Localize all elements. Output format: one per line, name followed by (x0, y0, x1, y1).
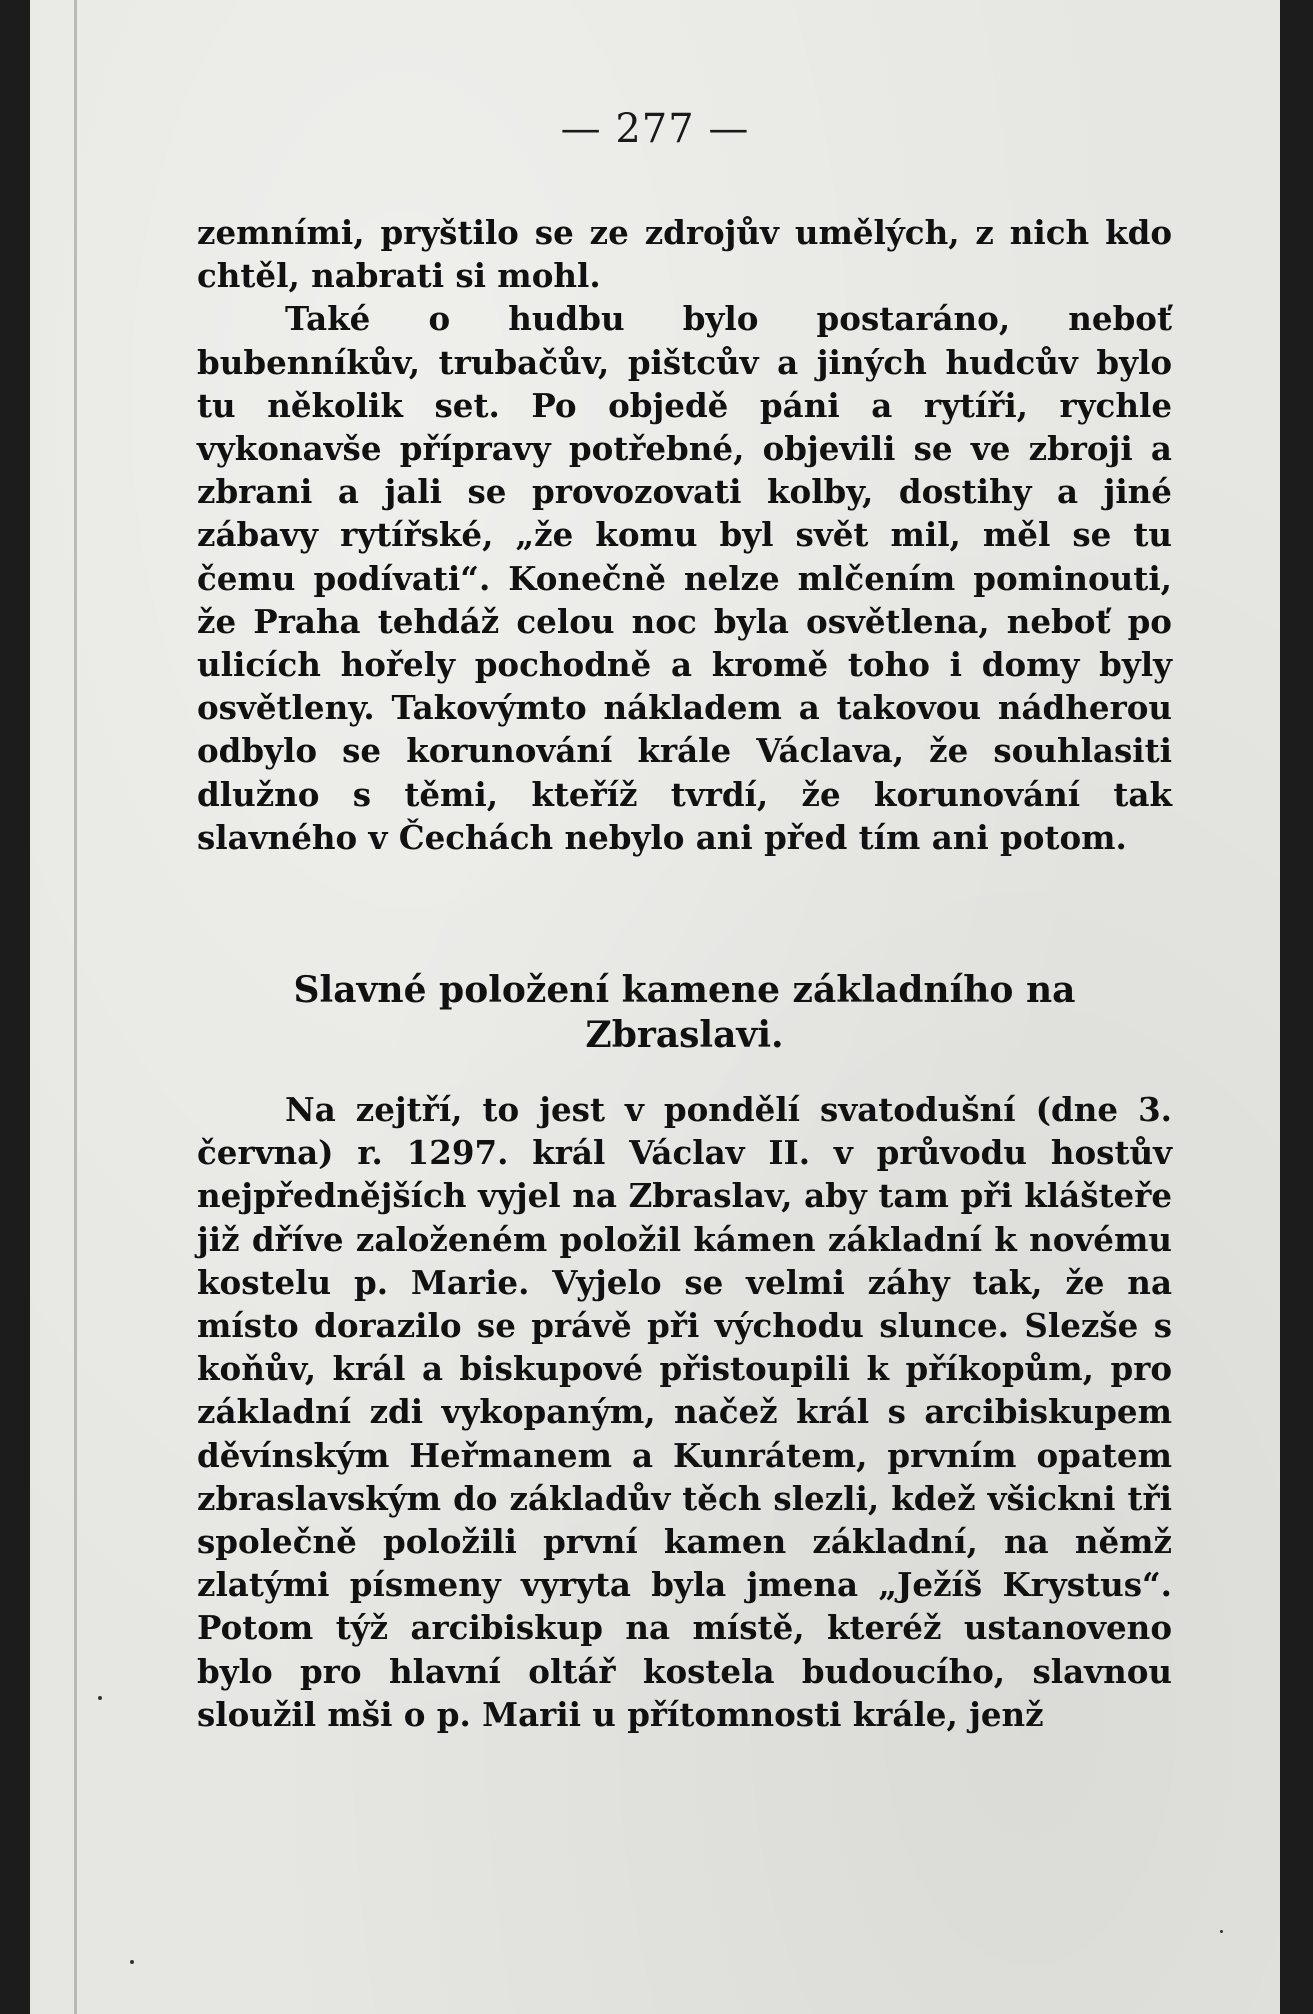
paragraph: Na zejtří, to jest v pondělí svatodušní (dne 3. června) r. 1297. král Václav II. v průvodu hostův nejpřednějších vyjel na Zbraslav, aby tam při klášteře již dříve založeném položil kámen základní k novému kostelu p. Marie. Vyjelo se velmi záhy tak, že na místo dorazilo se právě při východu slunce. Slezše s koňův, král a biskupové přistoupili k příkopům, pro základní zdi vykopaným, načež král s arcibiskupem děvínským Heřmanem a Kunrátem, prvním opatem zbraslavským do základův těch slezli, kdež všickni tři společně položili první kamen základní, na němž zlatými písmeny vyryta byla jmena „Ježíš Krystus“. Potom týž arcibiskup na místě, kteréž ustanoveno bylo pro hlavní oltář kostela budoucího, slavnou sloužil mši o p. Marii u přítomnosti krále, jenž (197, 1090, 1172, 1734)
body-text-top (197, 211, 1172, 859)
paragraph: Také o hudbu bylo postaráno, neboť bubenníkův, trubačův, pištcův a jiných hudcův bylo tu několik set. Po objedě páni a rytíři, rychle vykonavše přípravy potřebné, objevili se ve zbroji a zbrani a jali se provozovati kolby, dostihy a jiné zábavy rytířské, „že komu byl svět mil, měl se tu čemu podívati“. Konečně nelze mlčením pominouti, že Praha tehdáž celou noc byla osvětlena, neboť po ulicích hořely pochodně a kromě toho i domy byly osvětleny. Takovýmto nákladem a takovou nádherou odbylo se korunování krále Václava, že souhlasiti dlužno s těmi, kteříž tvrdí, že korunování tak slavného v Čechách nebylo ani před tím ani potom. (197, 299, 1172, 857)
paper-speck (1220, 1930, 1223, 1933)
page-edge-shadow (74, 0, 77, 2014)
paper-speck (98, 1696, 102, 1700)
paragraph: zemními, pryštilo se ze zdrojův umělých, z nich kdo chtěl, nabrati si mohl. (197, 213, 1172, 296)
section-heading: Slavné položení kamene základního na Zbraslavi. (293, 969, 1076, 1056)
page-number: — 277 — (560, 106, 750, 152)
body-text-bottom (197, 1088, 1172, 1736)
book-page (30, 0, 1280, 2014)
paper-speck (130, 1960, 134, 1964)
